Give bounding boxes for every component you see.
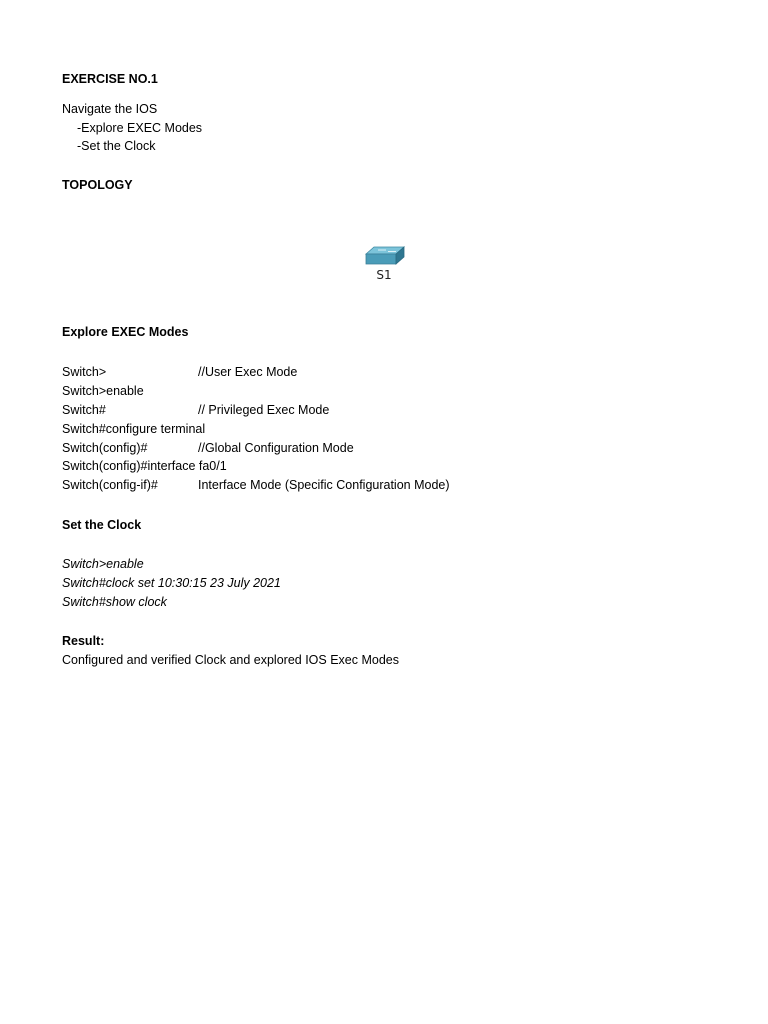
intro-bullet-clock: -Set the Clock — [77, 139, 156, 153]
clock-heading: Set the Clock — [62, 518, 142, 532]
command-line: Switch# — [62, 403, 106, 417]
command-line: Switch> — [62, 365, 107, 379]
command-comment: //Global Configuration Mode — [198, 441, 354, 455]
command-comment: Interface Mode (Specific Configuration Mode) — [198, 478, 450, 492]
clock-command-line: Switch#show clock — [62, 595, 167, 609]
switch-label: S1 — [376, 268, 392, 282]
exercise-title: EXERCISE NO.1 — [62, 72, 158, 86]
command-line: Switch(config)#interface fa0/1 — [62, 459, 227, 473]
switch-icon — [364, 244, 406, 268]
intro-bullet-explore: -Explore EXEC Modes — [77, 121, 203, 135]
clock-command-line: Switch>enable — [62, 557, 144, 571]
command-line: Switch#configure terminal — [62, 422, 206, 436]
command-comment: //User Exec Mode — [198, 365, 298, 379]
explore-heading: Explore EXEC Modes — [62, 325, 189, 339]
intro-line: Navigate the IOS — [62, 102, 158, 116]
command-line: Switch(config)# — [62, 441, 148, 455]
topology-heading: TOPOLOGY — [62, 178, 133, 192]
clock-command-line: Switch#clock set 10:30:15 23 July 2021 — [62, 576, 281, 590]
command-line: Switch>enable — [62, 384, 144, 398]
result-text: Configured and verified Clock and explored IOS Exec Modes — [62, 653, 399, 667]
command-comment: // Privileged Exec Mode — [198, 403, 330, 417]
result-heading: Result: — [62, 634, 105, 648]
command-line: Switch(config-if)# — [62, 478, 158, 492]
